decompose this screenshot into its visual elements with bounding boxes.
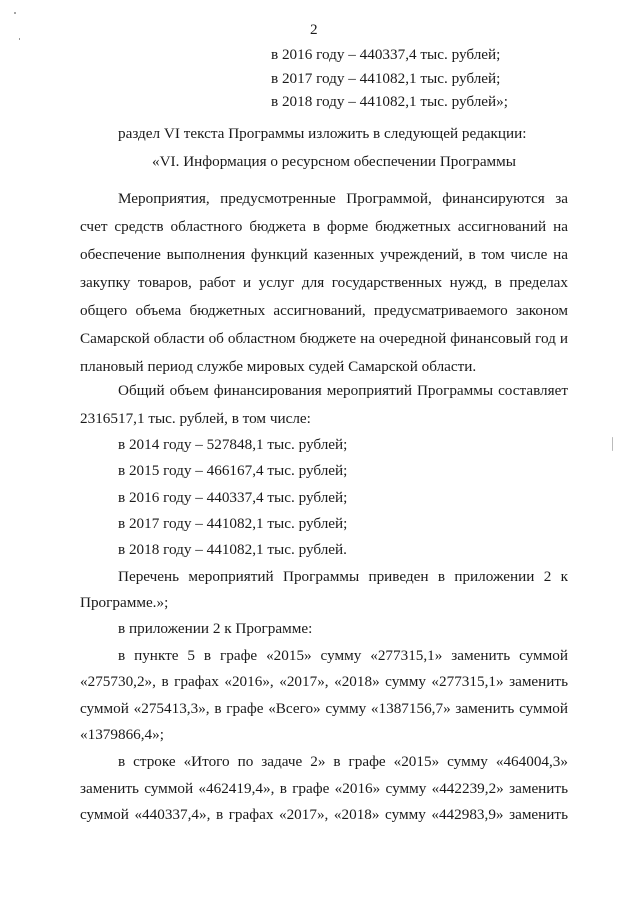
list-item: в 2016 году – 440337,4 тыс. рублей;	[271, 46, 501, 63]
paragraph-line: в строке «Итого по задаче 2» в графе «2015» сумму «464004,3»	[118, 753, 568, 770]
list-item: в 2017 году – 441082,1 тыс. рублей;	[118, 515, 348, 532]
paragraph-line: Самарской области об областном бюджете на очередной финансовый год и	[80, 330, 568, 347]
paragraph-line: «275730,2», в графах «2016», «2017», «2018» сумму «277315,1» заменить	[80, 673, 568, 690]
paragraph-line: счет средств областного бюджета в форме бюджетных ассигнований на	[80, 218, 568, 235]
paragraph-line: плановый период службе мировых судей Самарской области.	[80, 358, 477, 375]
list-item: в 2017 году – 441082,1 тыс. рублей;	[271, 70, 501, 87]
section-heading: «VI. Информация о ресурсном обеспечении Программы	[152, 153, 516, 170]
list-item: в 2015 году – 466167,4 тыс. рублей;	[118, 462, 348, 479]
paragraph-line: Перечень мероприятий Программы приведен в приложении 2 к	[118, 568, 568, 585]
scan-speck	[612, 437, 613, 451]
section-instruction: раздел VI текста Программы изложить в следующей редакции:	[118, 125, 527, 142]
list-item: в 2018 году – 441082,1 тыс. рублей.	[118, 541, 347, 558]
scan-speck	[19, 38, 20, 40]
paragraph-line: Программе.»;	[80, 594, 169, 611]
paragraph-line: Мероприятия, предусмотренные Программой, финансируются за	[118, 190, 568, 207]
paragraph-line: Общий объем финансирования мероприятий Программы составляет	[118, 382, 568, 399]
scan-speck	[14, 12, 16, 14]
list-item: в 2014 году – 527848,1 тыс. рублей;	[118, 436, 348, 453]
paragraph-line: «1379866,4»;	[80, 726, 164, 743]
list-item: в 2016 году – 440337,4 тыс. рублей;	[118, 489, 348, 506]
paragraph-line: закупку товаров, работ и услуг для государственных нужд, в пределах	[80, 274, 568, 291]
paragraph-line: заменить суммой «462419,4», в графе «2016» сумму «442239,2» заменить	[80, 780, 568, 797]
paragraph-line: общего объема бюджетных ассигнований, предусматриваемого законом	[80, 302, 568, 319]
paragraph-line: обеспечение выполнения функций казенных учреждений, в том числе на	[80, 246, 568, 263]
paragraph-line: суммой «440337,4», в графах «2017», «2018» сумму «442983,9» заменить	[80, 806, 568, 823]
paragraph-line: суммой «275413,3», в графе «Всего» сумму «1387156,7» заменить суммой	[80, 700, 568, 717]
appendix-intro: в приложении 2 к Программе:	[118, 620, 313, 637]
paragraph-line: в пункте 5 в графе «2015» сумму «277315,1» заменить суммой	[118, 647, 568, 664]
page-number: 2	[310, 21, 318, 38]
list-item: в 2018 году – 441082,1 тыс. рублей»;	[271, 93, 508, 110]
paragraph-line: 2316517,1 тыс. рублей, в том числе:	[80, 410, 311, 427]
